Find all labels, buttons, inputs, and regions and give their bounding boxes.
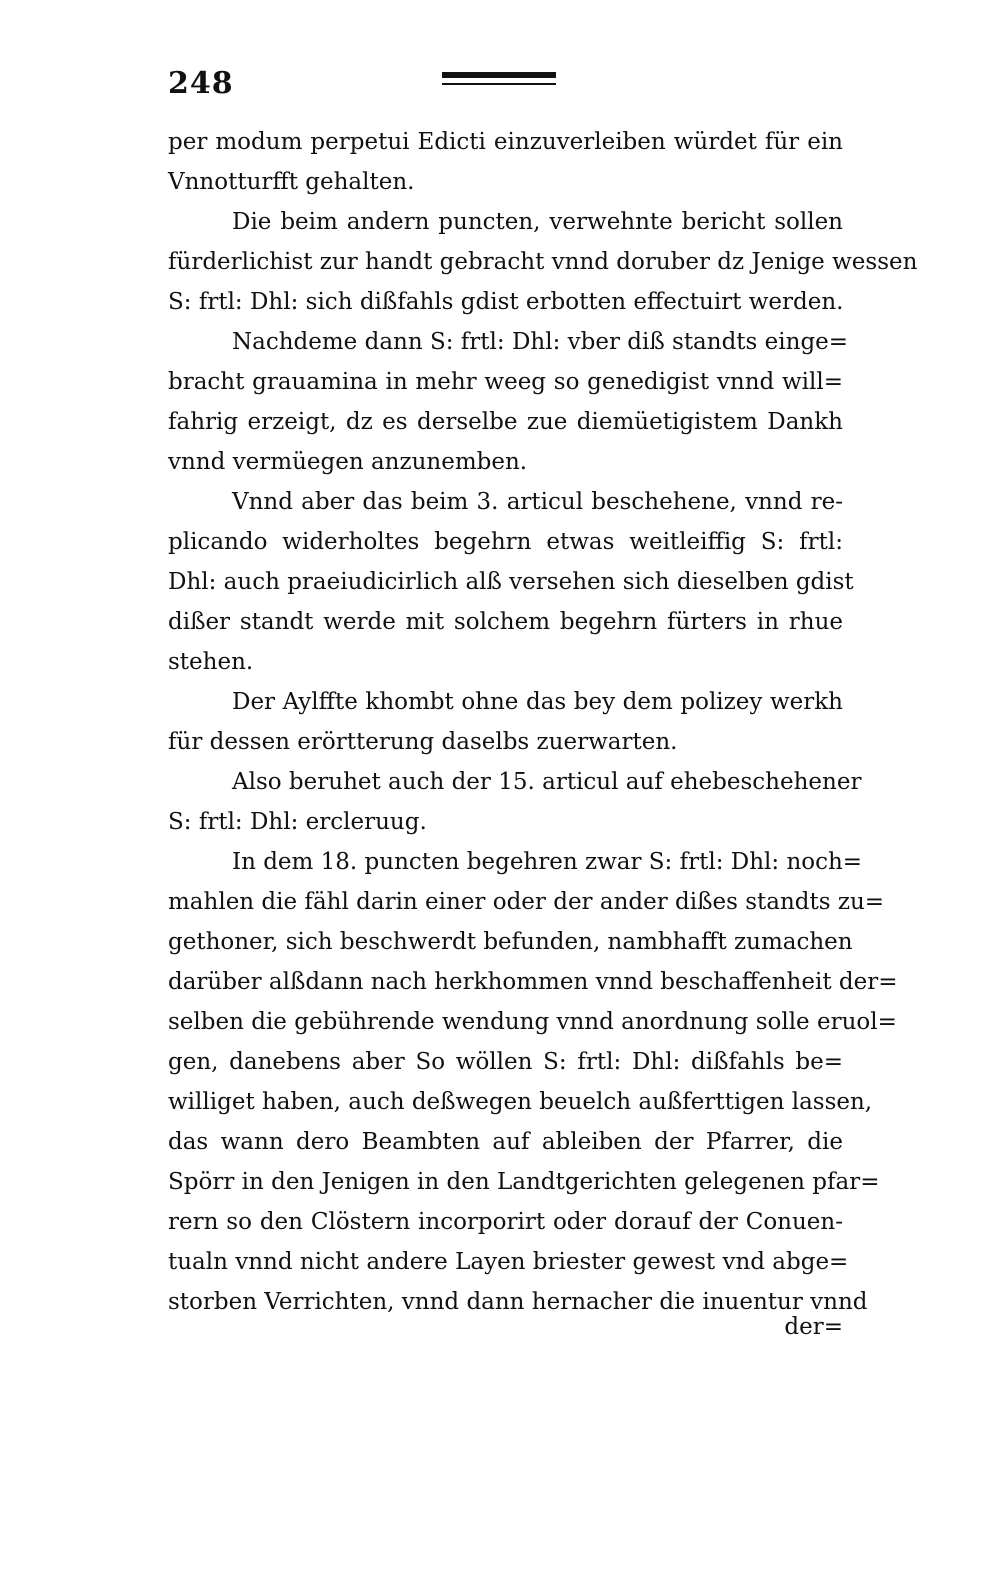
- text-line: für dessen erörtterung daselbs zuerwarten.: [168, 729, 678, 755]
- text-line: dißer standt werde mit solchem begehrn fürters in rhue: [168, 609, 843, 635]
- text-line: Der Aylffte khombt ohne das bey dem polizey werkh: [232, 689, 843, 715]
- text-line: gen, danebens aber So wöllen S: frtl: Dhl: dißfahls be=: [168, 1049, 843, 1075]
- catchword: der=: [784, 1314, 843, 1340]
- header-rule-thin: [442, 83, 556, 85]
- text-line: Also beruhet auch der 15. articul auf ehebeschehener: [232, 769, 862, 795]
- header-rule: [442, 72, 556, 85]
- text-line: vnnd vermüegen anzunemben.: [168, 449, 528, 475]
- text-line: darüber alßdann nach herkhommen vnnd beschaffenheit der=: [168, 969, 898, 995]
- text-line: fürderlichist zur handt gebracht vnnd doruber dz Jenige wessen: [168, 249, 918, 275]
- header-rule-thick: [442, 72, 556, 78]
- text-block: [168, 122, 918, 1322]
- text-line: In dem 18. puncten begehren zwar S: frtl: Dhl: noch=: [232, 849, 863, 875]
- text-line: Die beim andern puncten, verwehnte bericht sollen: [232, 209, 843, 235]
- text-line: Spörr in den Jenigen in den Landtgerichten gelegenen pfar=: [168, 1169, 880, 1195]
- text-line: Nachdeme dann S: frtl: Dhl: vber diß standts einge=: [232, 329, 849, 355]
- text-line: williget haben, auch deßwegen beuelch außferttigen lassen,: [168, 1089, 873, 1115]
- text-line: selben die gebührende wendung vnnd anordnung solle eruol=: [168, 1009, 897, 1035]
- text-line: S: frtl: Dhl: sich dißfahls gdist erbotten effectuirt werden.: [168, 289, 844, 315]
- text-line: Dhl: auch praeiudicirlich alß versehen sich dieselben gdist: [168, 569, 854, 595]
- text-line: gethoner, sich beschwerdt befunden, nambhafft zumachen: [168, 929, 853, 955]
- text-line: S: frtl: Dhl: ercleruug.: [168, 809, 427, 835]
- text-line: per modum perpetui Edicti einzuverleiben würdet für ein: [168, 129, 843, 155]
- text-line: Vnnotturfft gehalten.: [168, 169, 415, 195]
- text-line: das wann dero Beambten auf ableiben der Pfarrer, die: [168, 1129, 843, 1155]
- text-line: mahlen die fähl darin einer oder der ander dißes standts zu=: [168, 889, 885, 915]
- text-line: bracht grauamina in mehr weeg so genedigist vnnd will=: [168, 369, 843, 395]
- text-line: fahrig erzeigt, dz es derselbe zue diemüetigistem Dankh: [168, 409, 843, 435]
- text-line: plicando widerholtes begehrn etwas weitleiffig S: frtl:: [168, 529, 843, 555]
- text-line: tualn vnnd nicht andere Layen briester gewest vnd abge=: [168, 1249, 849, 1275]
- text-line: rern so den Clöstern incorporirt oder dorauf der Conuen-: [168, 1209, 843, 1235]
- text-line: storben Verrichten, vnnd dann hernacher die inuentur vnnd: [168, 1289, 868, 1315]
- text-line: Vnnd aber das beim 3. articul beschehene, vnnd re-: [232, 489, 843, 515]
- page-number: 248: [168, 66, 234, 101]
- text-line: stehen.: [168, 649, 254, 675]
